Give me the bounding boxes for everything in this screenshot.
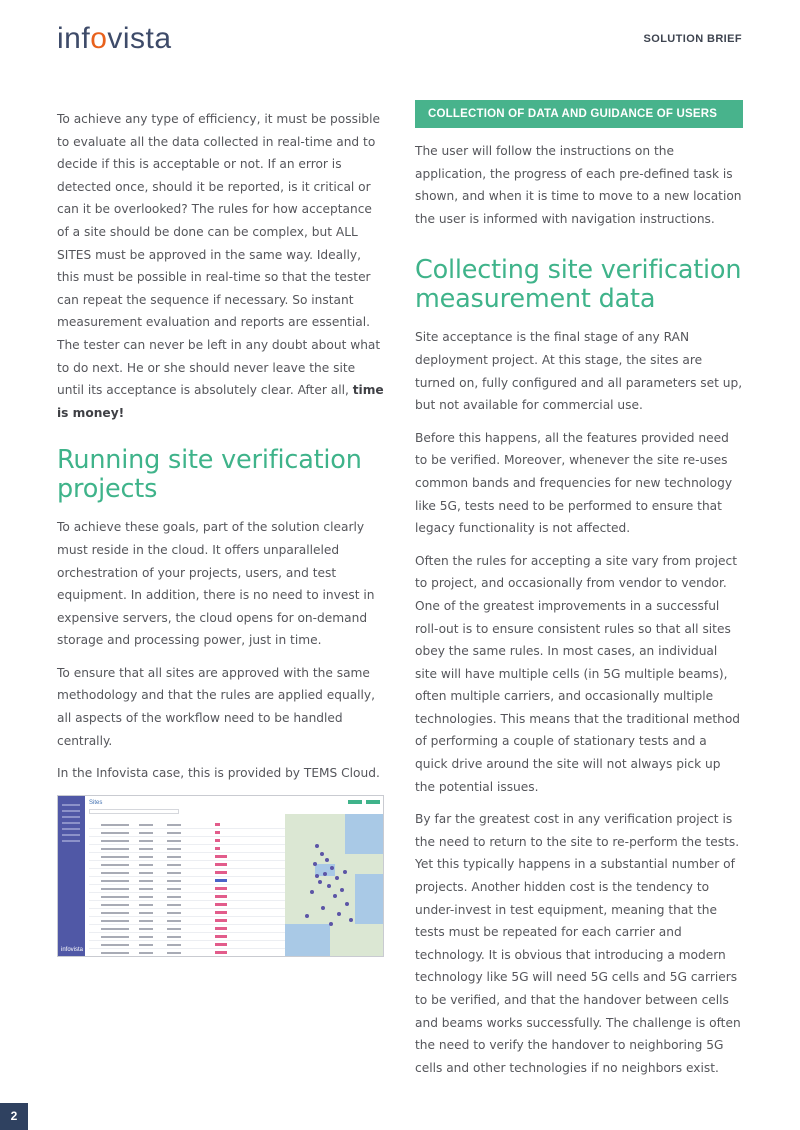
- map-water: [355, 874, 384, 924]
- sidebar-nav-line: [62, 804, 80, 806]
- screenshot-cell: [139, 856, 153, 858]
- screenshot-table-row: [89, 908, 285, 909]
- sidebar-nav-line: [62, 828, 80, 830]
- screenshot-table-row: [89, 900, 285, 901]
- logo-text-b: vista: [107, 22, 172, 55]
- screenshot-status-tag: [215, 879, 227, 882]
- screenshot-search-box: [89, 809, 179, 814]
- screenshot-cell: [167, 952, 181, 954]
- screenshot-map: [285, 814, 384, 957]
- screenshot-cell: [101, 872, 129, 874]
- map-site-pin: [320, 852, 324, 856]
- screenshot-status-tag: [215, 831, 220, 834]
- screenshot-table-row: [89, 844, 285, 845]
- map-site-pin: [310, 890, 314, 894]
- screenshot-cell: [167, 904, 181, 906]
- screenshot-cell: [167, 920, 181, 922]
- screenshot-cell: [101, 944, 129, 946]
- screenshot-cell: [139, 840, 153, 842]
- map-site-pin: [337, 912, 341, 916]
- tems-cloud-screenshot: [57, 795, 384, 957]
- screenshot-cell: [167, 896, 181, 898]
- map-site-pin: [305, 914, 309, 918]
- screenshot-button: [366, 800, 380, 804]
- screenshot-cell: [139, 864, 153, 866]
- screenshot-table-row: [89, 828, 285, 829]
- screenshot-status-tag: [215, 919, 227, 922]
- map-site-pin: [325, 858, 329, 862]
- screenshot-status-tag: [215, 903, 227, 906]
- screenshot-cell: [101, 936, 129, 938]
- paragraph: Often the rules for accepting a site vary from project to project, and occasionally from vendor to vendor. One of the greatest improvements in a successful roll-out is to ensure consistent rules so that all sites obey the same rules. In most cases, an individual site will have multiple cells (in 5G multiple beams), often multiple carriers, and occasionally multiple technologies. This means that the traditional method of performing a couple of stationary tests and a quick drive around the site will not always pick up the potential issues.: [415, 553, 741, 794]
- screenshot-cell: [167, 944, 181, 946]
- screenshot-cell: [139, 872, 153, 874]
- intro-paragraph: [57, 108, 385, 424]
- section-title-running: Running site verification projects: [57, 445, 362, 505]
- screenshot-cell: [101, 904, 129, 906]
- map-site-pin: [349, 918, 353, 922]
- paragraph: Before this happens, all the features provided need to be verified. Moreover, whenever the site re-uses common bands and frequencies for new technology like 5G, tests need to be performed to ensure that legacy functionality is not affected.: [415, 430, 733, 536]
- map-site-pin: [335, 876, 339, 880]
- screenshot-cell: [101, 864, 129, 866]
- map-site-pin: [321, 906, 325, 910]
- screenshot-table-row: [89, 932, 285, 933]
- banner-paragraph: The user will follow the instructions on the application, the progress of each pre-defined task is shown, and when it is time to move to a new location the user is informed with navigation instructions.: [415, 144, 742, 226]
- screenshot-status-tag: [215, 839, 220, 842]
- screenshot-cell: [167, 848, 181, 850]
- screenshot-cell: [167, 928, 181, 930]
- screenshot-status-tag: [215, 927, 227, 930]
- screenshot-cell: [139, 920, 153, 922]
- paragraph: Site acceptance is the final stage of any RAN deployment project. At this stage, the sites are turned on, fully configured and all parameters set up, but not available for commercial use.: [415, 330, 743, 413]
- paragraph: By far the greatest cost in any verification project is the need to return to the site to re-perform the tests. Yet this typically happens in a substantial number of projects. Another hidden cost is the tendency to under-invest in test equipment, meaning that the tests must be repeated for each carrier and technology. It is obvious that introducing a modern technology like 5G will need 5G cells and 5G carriers to be verified, and that the handover between cells and beams works successfully. The challenge is often the need to verify the handover to neighboring 5G cells and other technologies if no neighbors exist.: [415, 812, 741, 1075]
- screenshot-cell: [101, 920, 129, 922]
- screenshot-cell: [139, 912, 153, 914]
- map-site-pin: [315, 844, 319, 848]
- section-title-collecting: Collecting site verification measurement data: [415, 255, 742, 315]
- screenshot-status-tag: [215, 863, 227, 866]
- screenshot-cell: [167, 936, 181, 938]
- screenshot-table-row: [89, 876, 285, 877]
- screenshot-table-row: [89, 948, 285, 949]
- map-site-pin: [315, 874, 319, 878]
- map-site-pin: [330, 866, 334, 870]
- intro-text: To achieve any type of efficiency, it must be possible to evaluate all the data collected in real-time and to decide if this is acceptable or not. If an error is detected once, should it be reported, is it critical or can it be overlooked? The rules for how acceptance of a site should be done can be complex, but ALL SITES must be approved in the same way. Ideally, this must be possible in real-time so that the tester can repeat the sequence if necessary. So instant measurement evaluation and reports are essential. The tester can never be left in any doubt about what to do next. He or she should never leave the site until its acceptance is absolutely clear. After all,: [57, 112, 381, 398]
- screenshot-cell: [139, 944, 153, 946]
- screenshot-status-tag: [215, 951, 227, 954]
- screenshot-cell: [101, 896, 129, 898]
- screenshot-cell: [101, 952, 129, 954]
- screenshot-brand: infovista: [61, 947, 84, 953]
- screenshot-cell: [167, 872, 181, 874]
- screenshot-cell: [139, 896, 153, 898]
- document-type-label: SOLUTION BRIEF: [643, 33, 742, 45]
- screenshot-table-row: [89, 892, 285, 893]
- sidebar-nav-line: [62, 816, 80, 818]
- screenshot-cell: [101, 912, 129, 914]
- screenshot-cell: [101, 856, 129, 858]
- screenshot-table-row: [89, 924, 285, 925]
- screenshot-cell: [167, 832, 181, 834]
- screenshot-cell: [139, 928, 153, 930]
- map-site-pin: [340, 888, 344, 892]
- map-site-pin: [318, 880, 322, 884]
- screenshot-button: [348, 800, 362, 804]
- screenshot-cell: [139, 832, 153, 834]
- screenshot-table-row: [89, 956, 285, 957]
- screenshot-status-tag: [215, 895, 227, 898]
- map-site-pin: [323, 872, 327, 876]
- logo-text-dot: o: [90, 22, 108, 55]
- screenshot-status-tag: [215, 871, 227, 874]
- screenshot-cell: [101, 848, 129, 850]
- screenshot-cell: [101, 840, 129, 842]
- sidebar-nav-line: [62, 810, 80, 812]
- screenshot-status-tag: [215, 823, 220, 826]
- screenshot-status-tag: [215, 943, 227, 946]
- screenshot-cell: [139, 880, 153, 882]
- screenshot-status-tag: [215, 855, 227, 858]
- screenshot-status-tag: [215, 887, 227, 890]
- screenshot-status-tag: [215, 847, 220, 850]
- screenshot-cell: [167, 856, 181, 858]
- screenshot-status-tag: [215, 935, 227, 938]
- screenshot-sidebar: [58, 796, 85, 956]
- paragraph: In the Infovista case, this is provided by TEMS Cloud.: [57, 766, 380, 781]
- screenshot-cell: [167, 864, 181, 866]
- section-banner: COLLECTION OF DATA AND GUIDANCE OF USERS: [415, 100, 743, 128]
- screenshot-cell: [101, 880, 129, 882]
- screenshot-cell: [167, 824, 181, 826]
- screenshot-status-tag: [215, 911, 227, 914]
- screenshot-table-row: [89, 940, 285, 941]
- page-number: 2: [0, 1103, 28, 1130]
- map-water: [345, 814, 384, 854]
- screenshot-cell: [101, 928, 129, 930]
- screenshot-cell: [101, 832, 129, 834]
- screenshot-cell: [167, 888, 181, 890]
- paragraph: To ensure that all sites are approved with the same methodology and that the rules are applied equally, all aspects of the workflow need to be handled centrally.: [57, 665, 376, 748]
- screenshot-cell: [167, 880, 181, 882]
- screenshot-cell: [167, 912, 181, 914]
- sidebar-nav-line: [62, 840, 80, 842]
- screenshot-cell: [139, 888, 153, 890]
- paragraph: To achieve these goals, part of the solution clearly must reside in the cloud. It offers unparalleled orchestration of your projects, users, and test equipment. In addition, there is no need to invest in expensive servers, the cloud opens for on-demand storage and processing power, just in time.: [57, 520, 375, 648]
- screenshot-table-row: [89, 852, 285, 853]
- screenshot-table-row: [89, 836, 285, 837]
- screenshot-cell: [139, 824, 153, 826]
- screenshot-table-row: [89, 860, 285, 861]
- sidebar-nav-line: [62, 822, 80, 824]
- map-site-pin: [333, 894, 337, 898]
- map-site-pin: [327, 884, 331, 888]
- infovista-logo: [57, 22, 172, 56]
- screenshot-table-row: [89, 884, 285, 885]
- intro-emphasis: time is money!: [57, 383, 384, 420]
- right-column: [415, 104, 743, 1089]
- screenshot-title: Sites: [89, 800, 103, 806]
- sidebar-nav-line: [62, 834, 80, 836]
- map-site-pin: [313, 862, 317, 866]
- screenshot-cell: [101, 824, 129, 826]
- screenshot-table-row: [89, 916, 285, 917]
- logo-text-a: inf: [57, 22, 91, 55]
- left-column: [57, 108, 385, 795]
- screenshot-table-row: [89, 868, 285, 869]
- map-site-pin: [329, 922, 333, 926]
- screenshot-cell: [139, 936, 153, 938]
- screenshot-cell: [101, 888, 129, 890]
- screenshot-cell: [167, 840, 181, 842]
- screenshot-cell: [139, 848, 153, 850]
- map-site-pin: [343, 870, 347, 874]
- screenshot-cell: [139, 952, 153, 954]
- map-site-pin: [345, 902, 349, 906]
- screenshot-cell: [139, 904, 153, 906]
- map-water: [285, 924, 330, 957]
